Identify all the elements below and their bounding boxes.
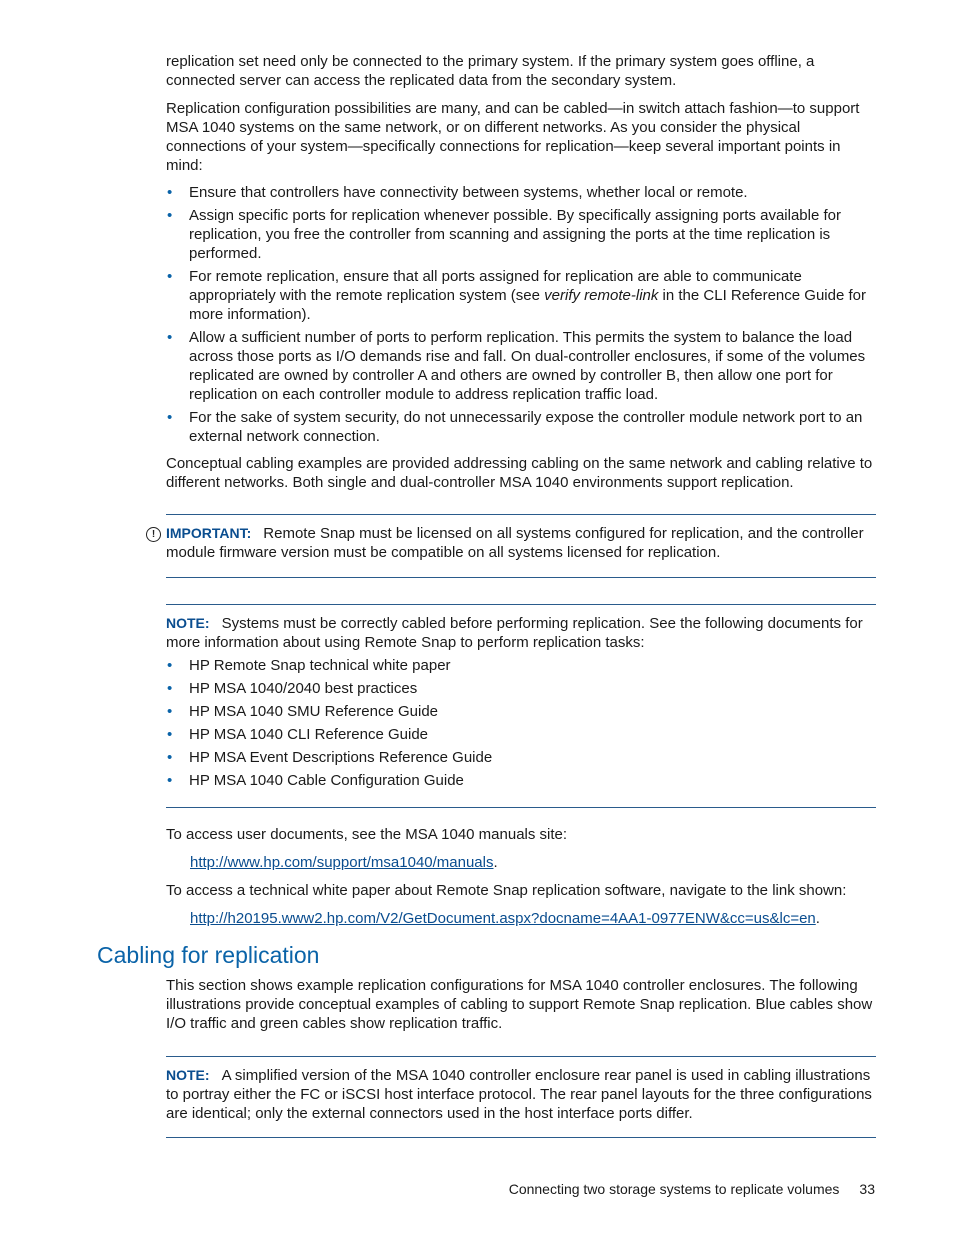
access-whitepaper-block bbox=[166, 881, 876, 928]
bullet-icon: • bbox=[167, 409, 173, 426]
list-item: • HP MSA 1040 SMU Reference Guide bbox=[167, 703, 439, 720]
bullet-icon: • bbox=[167, 772, 173, 789]
conceptual-paragraph: Conceptual cabling examples are provided addressing cabling on the same network and cabling relative to different networks. Both single and dual-controller MSA 1040 environments support replication. bbox=[166, 455, 873, 491]
note2-text: A simplified version of the MSA 1040 controller enclosure rear panel is used in cabling illustrations to portray either the FC or iSCSI host interface protocol. The rear panel layouts for the three configurations are identical; only the external connectors used in the host interface ports differ. bbox=[166, 1067, 872, 1122]
manuals-link[interactable]: http://www.hp.com/support/msa1040/manuals bbox=[190, 854, 494, 871]
intro-paragraph-2: Replication configuration possibilities are many, and can be cabled—in switch attach fashion—to support MSA 1040 systems on the same network, or on different networks. As you consider the physical connections of your system—specifically connections for replication—keep several important points in mind: bbox=[166, 100, 860, 174]
note2-text-line bbox=[166, 1066, 876, 1123]
intro-block-2 bbox=[166, 99, 876, 175]
access-whitepaper-text: To access a technical white paper about Remote Snap replication software, navigate to the link shown: bbox=[166, 882, 847, 899]
bullet-icon: • bbox=[167, 749, 173, 766]
note-label: NOTE: bbox=[166, 615, 210, 631]
list-item: • Allow a sufficient number of ports to perform replication. This permits the system to balance the load across those ports as I/O demands rise and fall. On dual-controller enclosures, if some of the volumes replicated are owned by controller A and others are owned by controller B, then allow one port for replication on each controller module to address replication traffic load. bbox=[167, 329, 866, 403]
list-item: • HP MSA 1040/2040 best practices bbox=[167, 680, 418, 697]
cli-command: verify remote-link bbox=[544, 287, 659, 304]
bullet-icon: • bbox=[167, 207, 173, 224]
bullet-icon: • bbox=[167, 680, 173, 697]
note-callout-2 bbox=[166, 1056, 876, 1138]
list-item: • Assign specific ports for replication whenever possible. By specifically assigning ports available for replication, you free the controller from scanning and assigning the ports at the time replication is performed. bbox=[167, 207, 841, 262]
key-points-list bbox=[166, 183, 876, 446]
section-heading: Cabling for replication bbox=[97, 942, 320, 968]
access-docs-block bbox=[166, 825, 876, 872]
note-text: Systems must be correctly cabled before performing replication. See the following documents for more information about using Remote Snap to perform replication tasks: bbox=[166, 615, 863, 651]
key-points bbox=[166, 183, 876, 446]
conceptual-block bbox=[166, 454, 876, 492]
intro-block bbox=[166, 52, 876, 90]
bullet-icon: • bbox=[167, 268, 173, 285]
note-callout bbox=[166, 604, 876, 808]
whitepaper-link[interactable]: http://h20195.www2.hp.com/V2/GetDocument.aspx?docname=4AA1-0977ENW&cc=us&lc=en bbox=[190, 910, 816, 927]
important-text: Remote Snap must be licensed on all systems configured for replication, and the controller module firmware version must be compatible on all systems licensed for replication. bbox=[166, 525, 864, 561]
access-docs-link-line: http://www.hp.com/support/msa1040/manuals. bbox=[190, 854, 498, 871]
list-item: • HP MSA 1040 CLI Reference Guide bbox=[167, 726, 429, 743]
bullet-icon: • bbox=[167, 657, 173, 674]
page-footer bbox=[509, 1180, 875, 1198]
bullet-icon: • bbox=[167, 329, 173, 346]
footer-text: Connecting two storage systems to replicate volumes bbox=[508, 1181, 840, 1197]
section-body-block bbox=[166, 976, 876, 1033]
important-icon: ! bbox=[146, 527, 161, 542]
documents-list bbox=[166, 656, 876, 790]
note2-label: NOTE: bbox=[166, 1067, 210, 1083]
access-docs-text: To access user documents, see the MSA 1040 manuals site: bbox=[166, 826, 568, 843]
list-item: • Ensure that controllers have connectivity between systems, whether local or remote. bbox=[167, 184, 748, 201]
list-item: • For the sake of system security, do not unnecessarily expose the controller module network port to an external network connection. bbox=[167, 409, 863, 445]
important-text-line bbox=[166, 524, 876, 562]
list-item: • HP MSA 1040 Cable Configuration Guide bbox=[167, 772, 464, 789]
page-number: 33 bbox=[859, 1181, 875, 1197]
note-text-line bbox=[166, 614, 876, 652]
list-item: • HP MSA Event Descriptions Reference Guide bbox=[167, 749, 493, 766]
intro-paragraph-1: replication set need only be connected to the primary system. If the primary system goes offline, a connected server can access the replicated data from the secondary system. bbox=[166, 53, 815, 89]
access-whitepaper-link-line: http://h20195.www2.hp.com/V2/GetDocument.aspx?docname=4AA1-0977ENW&cc=us&lc=en. bbox=[190, 910, 820, 927]
important-callout bbox=[166, 514, 876, 578]
important-label: IMPORTANT: bbox=[166, 525, 252, 541]
section-body: This section shows example replication configurations for MSA 1040 controller enclosures. The following illustrations provide conceptual examples of cabling to support Remote Snap replication. Blue cables show I/O traffic and green cables show replication traffic. bbox=[166, 977, 873, 1032]
list-item: • HP Remote Snap technical white paper bbox=[167, 657, 451, 674]
bullet-icon: • bbox=[167, 184, 173, 201]
bullet-icon: • bbox=[167, 726, 173, 743]
bullet-icon: • bbox=[167, 703, 173, 720]
list-item: • For remote replication, ensure that all ports assigned for replication are able to communicate appropriately with the remote replication system (see verify remote-link in the CLI Reference Guide for more information). bbox=[167, 268, 866, 323]
